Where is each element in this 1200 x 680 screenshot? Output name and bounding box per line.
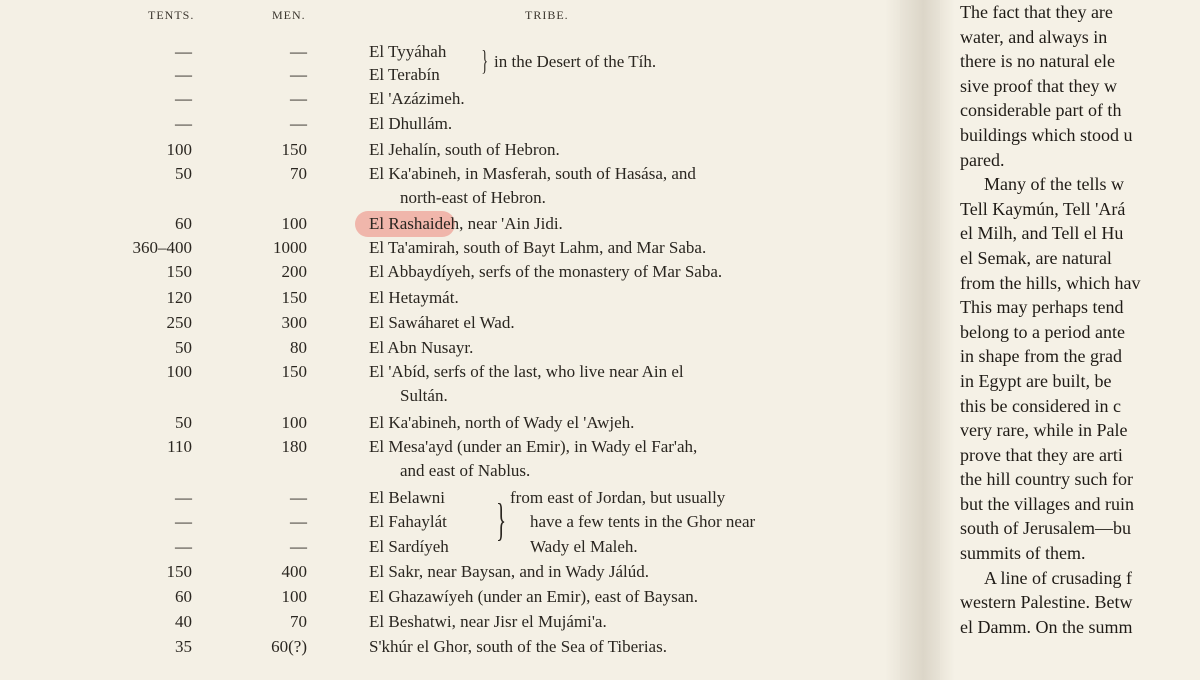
right-page-line: The fact that they are [960,2,1113,22]
row-tents: 360–400 [132,238,192,257]
right-page-line: western Palestine. Betw [960,592,1133,613]
row-tribe: El Mesa'ayd (under an Emir), in Wady el Far'ah, [369,437,698,456]
row-tribe: El Sakr, near Baysan, and in Wady Jálúd. [369,562,649,581]
row-tents: — [175,114,192,133]
row-tribe: El Ghazawíyeh (under an Emir), east of Baysan. [369,587,699,606]
row-tribe: El Tyyáhah [369,42,447,61]
row-tribe: El Rashaideh, near 'Ain Jidi. [369,214,563,233]
right-page-line: south of Jerusalem—bu [960,518,1131,539]
row-men: — [290,65,307,84]
right-page-text [960,0,1200,639]
row-men: 80 [290,338,307,357]
row-men: 1000 [273,238,307,257]
book-gutter [885,0,955,680]
row-men: 180 [281,437,307,456]
row-tents: 60 [175,214,192,233]
row-tribe: El Belawni [369,488,446,507]
right-page-line: the hill country such for [960,469,1133,490]
row-tents: 110 [167,437,192,456]
right-page-line: sive proof that they w [960,75,1117,96]
row-tribe: El 'Azázimeh. [369,89,465,108]
row-men: — [290,512,307,531]
right-page-line: considerable part of th [960,100,1122,121]
header-tribe: TRIBE. [525,8,569,22]
right-page-line: but the villages and ruin [960,493,1134,514]
row-men: 200 [281,262,307,281]
row-tents: 250 [166,313,192,332]
right-page-line: Tell Kaymún, Tell 'Ará [960,198,1126,219]
brace-note-jordan-3: Wady el Maleh. [530,537,638,556]
row-tribe: El Sardíyeh [369,537,449,556]
brace-tih: } [481,46,489,77]
row-tents: 35 [175,637,192,656]
row-tents: 60 [175,587,192,606]
row-men: 100 [281,214,307,233]
row-men: 70 [290,612,307,631]
header-tents: TENTS. [148,8,195,22]
right-page-line: Many of the tells w [984,174,1124,195]
right-page-line: this be considered in c [960,395,1121,416]
row-men: — [290,42,307,61]
row-men: 150 [281,288,307,307]
row-tents: 50 [175,338,192,357]
row-tribe: El Beshatwi, near Jisr el Mujámi'a. [369,612,607,631]
row-men: — [290,488,307,507]
row-tribe: El Jehalín, south of Hebron. [369,140,560,159]
right-page-line: summits of them. [960,543,1086,564]
row-tribe: El Abn Nusayr. [369,338,474,357]
right-page-line: el Semak, are natural [960,247,1112,268]
row-tribe: S'khúr el Ghor, south of the Sea of Tiberias. [369,637,667,656]
right-page-line: in shape from the grad [960,346,1122,367]
row-tents: — [175,488,192,507]
row-tribe: El Hetaymát. [369,288,459,307]
row-tribe: El 'Abíd, serfs of the last, who live near Ain el [369,362,684,381]
row-tents: — [175,512,192,531]
right-page-line: prove that they are arti [960,444,1123,465]
row-men: 70 [290,164,307,183]
brace-note-tih: in the Desert of the Tíh. [494,52,657,71]
row-men: 100 [281,413,307,432]
row-tribe-continued: north-east of Hebron. [400,188,546,207]
row-men: 60(?) [271,637,307,656]
right-page-line: in Egypt are built, be [960,370,1112,391]
row-tribe-continued: Sultán. [400,386,448,405]
row-tents: 100 [166,140,192,159]
right-page-line: el Damm. On the summ [960,616,1133,637]
row-men: — [290,89,307,108]
row-men: — [290,114,307,133]
row-tents: 100 [166,362,192,381]
right-page-line: This may perhaps tend [960,297,1124,318]
row-tents: — [175,89,192,108]
brace-note-jordan-1: from east of Jordan, but usually [510,488,726,507]
row-tents: 120 [166,288,192,307]
right-page-line: water, and always in [960,26,1108,47]
row-tents: — [175,65,192,84]
right-page-line: buildings which stood u [960,124,1133,145]
row-tribe: El Abbaydíyeh, serfs of the monastery of Mar Saba. [369,262,723,281]
row-men: 300 [281,313,307,332]
row-men: 400 [281,562,307,581]
row-tribe: El Fahaylát [369,512,447,531]
brace-note-jordan-2: have a few tents in the Ghor near [530,512,756,531]
right-page-line: very rare, while in Pale [960,420,1128,441]
brace-jordan: } [496,494,507,545]
row-tents: 150 [166,562,192,581]
row-tents: 50 [175,164,192,183]
row-tribe: El Ka'abineh, north of Wady el 'Awjeh. [369,413,635,432]
row-tribe: El Ta'amirah, south of Bayt Lahm, and Mar Saba. [369,238,707,257]
right-page-line: from the hills, which hav [960,272,1141,293]
row-tents: 50 [175,413,192,432]
row-tents: 40 [175,612,192,631]
row-men: — [290,537,307,556]
row-men: 150 [281,362,307,381]
row-tents: — [175,537,192,556]
right-page-line: belong to a period ante [960,321,1125,342]
right-page-line: el Milh, and Tell el Hu [960,223,1124,244]
row-men: 150 [281,140,307,159]
right-page-line: A line of crusading f [984,567,1132,588]
header-men: MEN. [272,8,306,22]
row-tribe: El Dhullám. [369,114,453,133]
right-page-line: pared. [960,149,1005,170]
row-tribe: El Terabín [369,65,440,84]
right-page-line: there is no natural ele [960,51,1115,72]
row-tribe: El Ka'abineh, in Masferah, south of Hasása, and [369,164,696,183]
row-men: 100 [281,587,307,606]
row-tents: — [175,42,192,61]
row-tribe: El Sawáharet el Wad. [369,313,515,332]
row-tribe-continued: and east of Nablus. [400,461,531,480]
row-tents: 150 [166,262,192,281]
